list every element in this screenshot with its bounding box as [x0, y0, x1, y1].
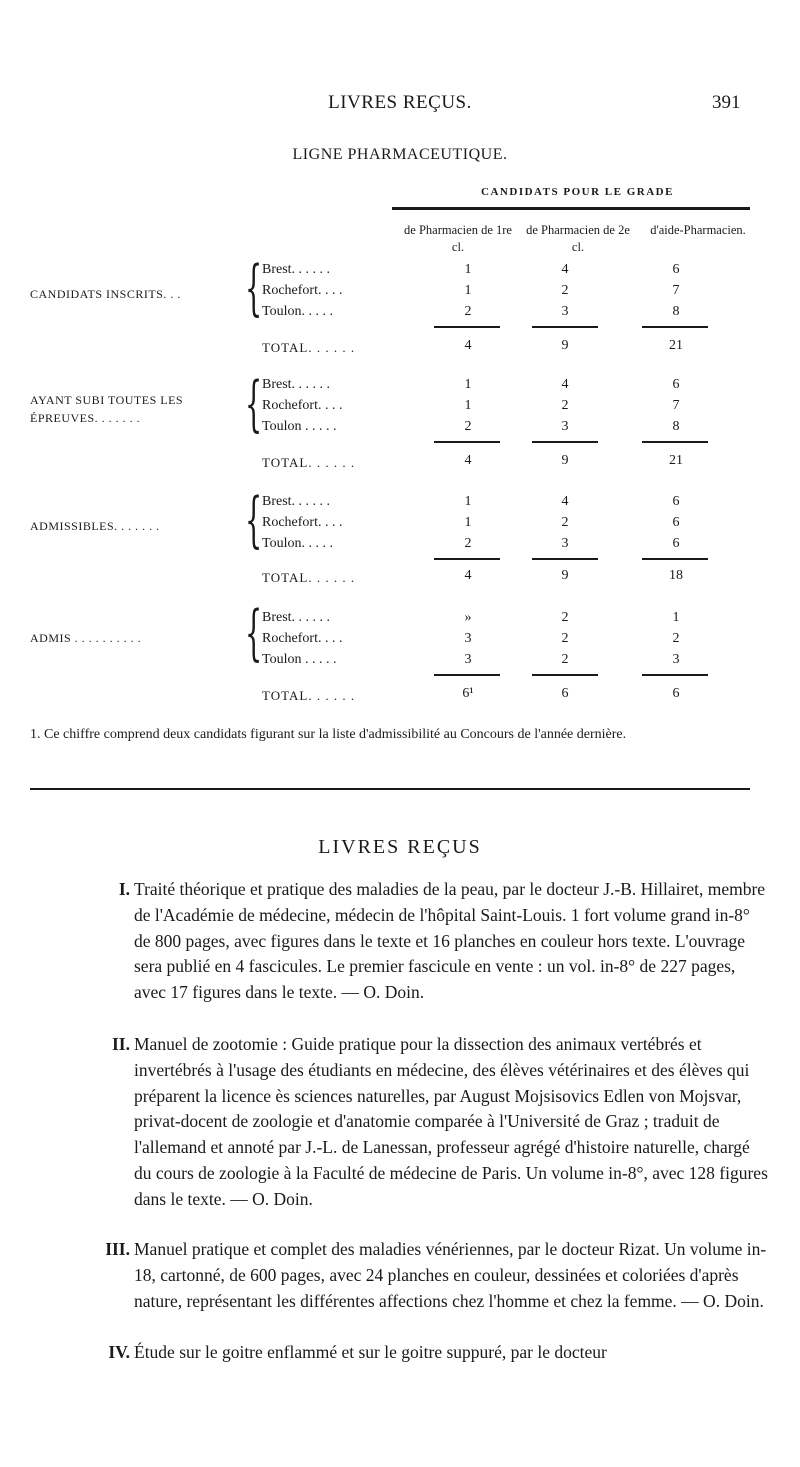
running-title: LIVRES REÇUS. — [328, 92, 472, 113]
sum-rule — [532, 326, 598, 328]
total-label: TOTAL. . . . . . — [262, 570, 356, 585]
sum-rule — [434, 326, 500, 328]
entry-number: IV. — [108, 1342, 130, 1362]
table-cell: 1 — [672, 610, 680, 625]
table-cell: 4 — [561, 262, 569, 277]
book-entry — [50, 1340, 770, 1366]
table-cell: 6 — [672, 515, 680, 530]
total-cell: 9 — [561, 453, 569, 468]
section-heading: LIVRES REÇUS — [318, 836, 482, 858]
sum-rule — [434, 441, 500, 443]
book-entry — [50, 1032, 770, 1213]
table-cell: 2 — [464, 304, 472, 319]
table-cell: 1 — [464, 283, 472, 298]
entry-number: I. — [118, 879, 130, 899]
table-cell: 7 — [672, 283, 680, 298]
table-cell: 3 — [464, 631, 472, 646]
column-header-pharmacien-1re: de Pharmacien de 1re cl. — [404, 223, 512, 254]
site-label: Brest. . . . . . — [262, 377, 331, 392]
table-cell: 8 — [672, 419, 680, 434]
table-cell: 2 — [464, 536, 472, 551]
entry-text: Traité théorique et pratique des maladies de la peau, par le docteur J.-B. Hillairet, membre de l'Académie de médecine, médecin de l'hôpital Saint-Louis. 1 fort volume grand in-8° de 800 pages, avec figures dans le texte et 16 planches en couleur hors texte. L'ouvrage sera publié en 4 fascicules. Le premier fascicule en vente : un vol. in-8° de 227 pages, avec 17 figures dans le texte. — O. Doin. — [134, 879, 766, 1003]
table-cell: 2 — [561, 631, 569, 646]
entry-text: Étude sur le goitre enflammé et sur le goitre suppuré, par le docteur — [134, 1342, 607, 1362]
table-cell: 3 — [672, 652, 680, 667]
sum-rule — [642, 558, 708, 560]
book-entry — [50, 877, 770, 1006]
site-label: Brest. . . . . . — [262, 494, 331, 509]
book-entry — [50, 1237, 770, 1314]
site-label: Rochefort. . . . — [262, 283, 343, 298]
section-label-ayant-subi: ÉPREUVES. . . . . . . — [30, 411, 141, 425]
table-cell: 4 — [561, 494, 569, 509]
section-label-inscrits: CANDIDATS INSCRITS. . . — [30, 287, 181, 301]
total-cell: 6¹ — [462, 686, 474, 701]
table-cell: 2 — [464, 419, 472, 434]
table-cell: 2 — [561, 283, 569, 298]
entry-number: II. — [112, 1034, 130, 1054]
brace: { — [245, 253, 263, 323]
table-cell: 2 — [561, 652, 569, 667]
sum-rule — [434, 558, 500, 560]
sum-rule — [642, 326, 708, 328]
site-label: Rochefort. . . . — [262, 515, 343, 530]
column-group-header: CANDIDATS POUR LE GRADE — [481, 186, 674, 198]
table-cell: 1 — [464, 494, 472, 509]
site-label: Toulon. . . . . — [262, 536, 333, 551]
total-cell: 6 — [672, 686, 680, 701]
site-label: Toulon . . . . . — [262, 652, 337, 667]
total-label: TOTAL. . . . . . — [262, 340, 356, 355]
total-label: TOTAL. . . . . . — [262, 455, 356, 470]
section-label-admis: ADMIS . . . . . . . . . . — [30, 631, 142, 645]
total-cell: 4 — [464, 338, 472, 353]
total-label: TOTAL. . . . . . — [262, 688, 356, 703]
column-header-pharmacien-2e: de Pharmacien de 2e cl. — [526, 223, 630, 254]
table-cell: 2 — [561, 515, 569, 530]
column-header-aide-pharmacien: d'aide-Pharmacien. — [650, 223, 746, 237]
total-cell: 21 — [669, 453, 683, 468]
table-cell: 6 — [672, 494, 680, 509]
site-label: Brest. . . . . . — [262, 262, 331, 277]
brace: { — [245, 369, 263, 439]
sum-rule — [532, 674, 598, 676]
entry-number: III. — [105, 1239, 130, 1259]
entry-text: Manuel de zootomie : Guide pratique pour la dissection des animaux vertébrés et invertébrés à l'usage des étudiants en médecine, des élèves vétérinaires et des élèves qui préparent la licence ès sciences naturelles, par August Mojsisovics Edlen von Mojsvar, privat-docent de zoologie et d'anatomie comparée à l'Université de Graz ; traduit de l'allemand et annoté par J.-L. de Lanessan, professeur agrégé d'histoire naturelle, chargé du cours de zoologie à la Faculté de médecine de Paris. Un volume in-8°, avec 128 figures dans le texte. — O. Doin. — [134, 1034, 768, 1209]
table-cell: 2 — [561, 610, 569, 625]
total-cell: 21 — [669, 338, 683, 353]
table-cell: 2 — [561, 398, 569, 413]
sum-rule — [532, 441, 598, 443]
table-cell: 1 — [464, 377, 472, 392]
page-number: 391 — [712, 92, 741, 113]
sum-rule — [642, 674, 708, 676]
site-label: Brest. . . . . . — [262, 610, 331, 625]
table-cell: 3 — [464, 652, 472, 667]
total-cell: 4 — [464, 453, 472, 468]
section-label-admissibles: ADMISSIBLES. . . . . . . — [30, 519, 160, 533]
total-cell: 9 — [561, 338, 569, 353]
table-cell: » — [464, 610, 472, 625]
site-label: Toulon. . . . . — [262, 304, 333, 319]
site-label: Toulon . . . . . — [262, 419, 337, 434]
brace: { — [245, 598, 263, 668]
total-cell: 6 — [561, 686, 569, 701]
section-label-ayant-subi: AYANT SUBI TOUTES LES — [30, 393, 184, 407]
table-cell: 3 — [561, 304, 569, 319]
table-cell: 4 — [561, 377, 569, 392]
table-cell: 1 — [464, 398, 472, 413]
sum-rule — [434, 674, 500, 676]
entry-text: Manuel pratique et complet des maladies vénériennes, par le docteur Rizat. Un volume in-18, cartonné, de 600 pages, avec 24 planches en couleur, dessinées et coloriées d'après nature, représentant les différentes affections chez l'homme et chez la femme. — O. Doin. — [134, 1239, 767, 1311]
table-cell: 8 — [672, 304, 680, 319]
sum-rule — [642, 441, 708, 443]
total-cell: 18 — [669, 568, 683, 583]
table-cell: 6 — [672, 536, 680, 551]
table-cell: 6 — [672, 377, 680, 392]
table-cell: 6 — [672, 262, 680, 277]
header-rule — [392, 207, 750, 210]
total-cell: 9 — [561, 568, 569, 583]
table-cell: 2 — [672, 631, 680, 646]
sum-rule — [532, 558, 598, 560]
section-divider — [30, 788, 750, 790]
footnote: 1. Ce chiffre comprend deux candidats figurant sur la liste d'admissibilité au Concours de l'année dernière. — [30, 727, 627, 742]
table-cell: 3 — [561, 419, 569, 434]
site-label: Rochefort. . . . — [262, 398, 343, 413]
table-cell: 1 — [464, 515, 472, 530]
table-cell: 7 — [672, 398, 680, 413]
table-cell: 3 — [561, 536, 569, 551]
brace: { — [245, 485, 263, 555]
site-label: Rochefort. . . . — [262, 631, 343, 646]
table-title: LIGNE PHARMACEUTIQUE. — [292, 146, 508, 163]
table-cell: 1 — [464, 262, 472, 277]
total-cell: 4 — [464, 568, 472, 583]
